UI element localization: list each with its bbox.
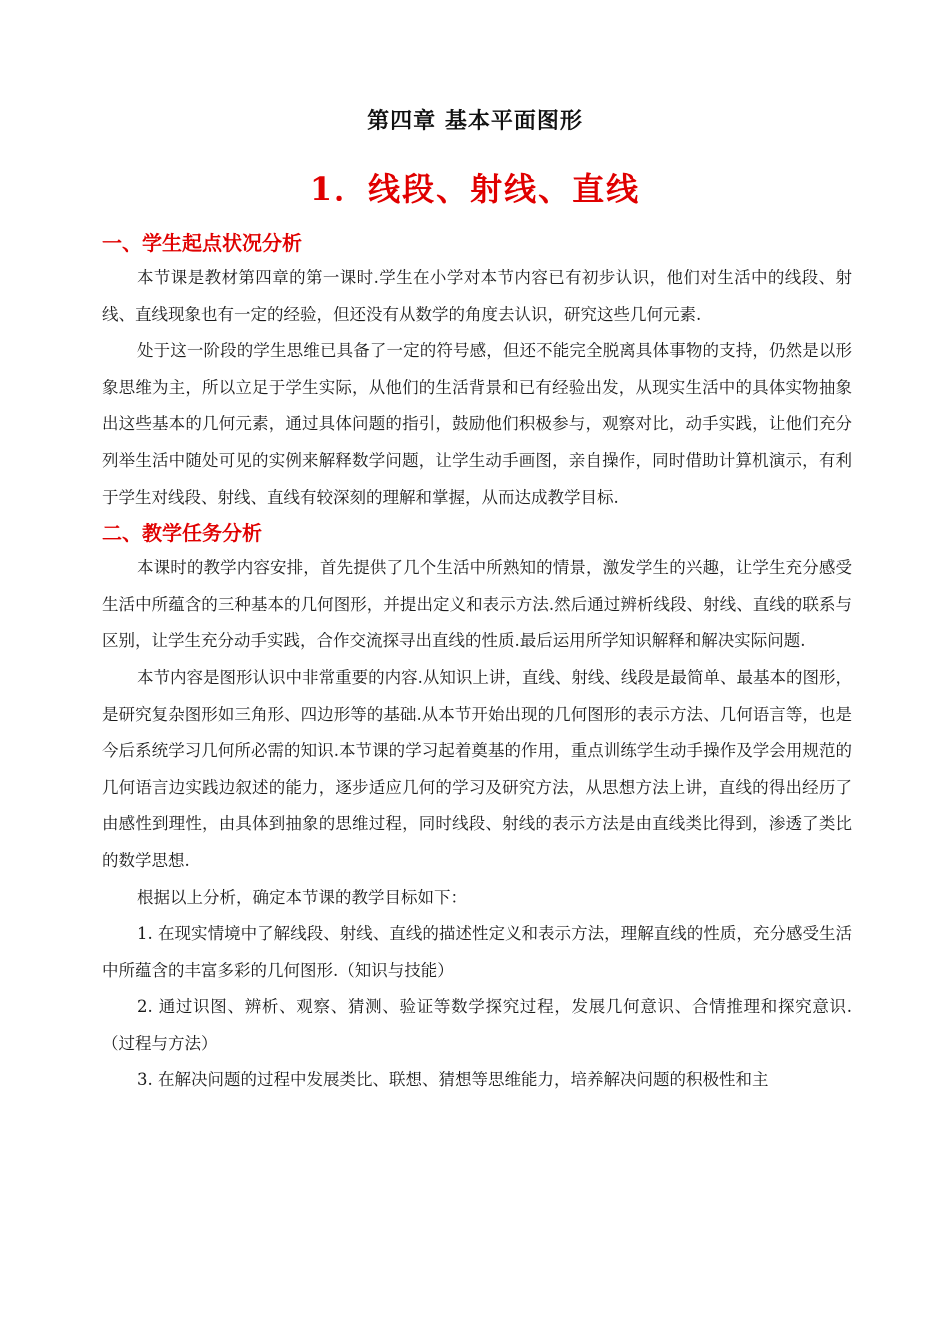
paragraph: 根据以上分析，确定本节课的教学目标如下： [137,887,467,907]
section-heading-student-analysis: 一、学生起点状况分析 [102,231,302,255]
objective-item-1: 1. 在现实情境中了解线段、射线、直线的描述性定义和表示方法，理解直线的性质，充分感受生活中所蕴含的丰富多彩的几何图形.（知识与技能） [102,924,852,980]
lesson-title: 1．线段、射线、直线 [309,170,641,208]
document-body [102,226,852,1099]
objective-item-3: 3. 在解决问题的过程中发展类比、联想、猜想等思维能力，培养解决问题的积极性和主 [137,1070,769,1090]
paragraph: 本节内容是图形认识中非常重要的内容.从知识上讲，直线、射线、线段是最简单、最基本的图形，是研究复杂图形如三角形、四边形等的基础.从本节开始出现的几何图形的表示方法、几何语言等，也是今后系统学习几何所必需的知识.本节课的学习起着奠基的作用，重点训练学生动手操作及学会用规范的几何语言边实践边叙述的能力，逐步适应几何的学习及研究方法，从思想方法上讲，直线的得出经历了由感性到理性，由具体到抽象的思维过程，同时线段、射线的表示方法是由直线类比得到，渗透了类比的数学思想. [102,667,852,870]
paragraph: 处于这一阶段的学生思维已具备了一定的符号感，但还不能完全脱离具体事物的支持，仍然是以形象思维为主，所以立足于学生实际，从他们的生活背景和已有经验出发，从现实生活中的具体实物抽象出这些基本的几何元素，通过具体问题的指引，鼓励他们积极参与，观察对比，动手实践，让他们充分列举生活中随处可见的实例来解释数学问题，让学生动手画图，亲自操作，同时借助计算机演示，有利于学生对线段、射线、直线有较深刻的理解和掌握，从而达成教学目标. [102,341,852,507]
objective-item-2: 2. 通过识图、辨析、观察、猜测、验证等数学探究过程，发展几何意识、合情推理和探究意识.（过程与方法） [102,997,852,1053]
paragraph: 本节课是教材第四章的第一课时.学生在小学对本节内容已有初步认识，他们对生活中的线段、射线、直线现象也有一定的经验，但还没有从数学的角度去认识，研究这些几何元素. [102,268,852,324]
paragraph: 本课时的教学内容安排，首先提供了几个生活中所熟知的情景，激发学生的兴趣，让学生充分感受生活中所蕴含的三种基本的几何图形，并提出定义和表示方法.然后通过辨析线段、射线、直线的联系与区别，让学生充分动手实践，合作交流探寻出直线的性质.最后运用所学知识解释和解决实际问题. [102,558,852,651]
section-heading-task-analysis: 二、教学任务分析 [102,521,262,546]
chapter-title: 第四章 基本平面图形 [367,108,583,134]
